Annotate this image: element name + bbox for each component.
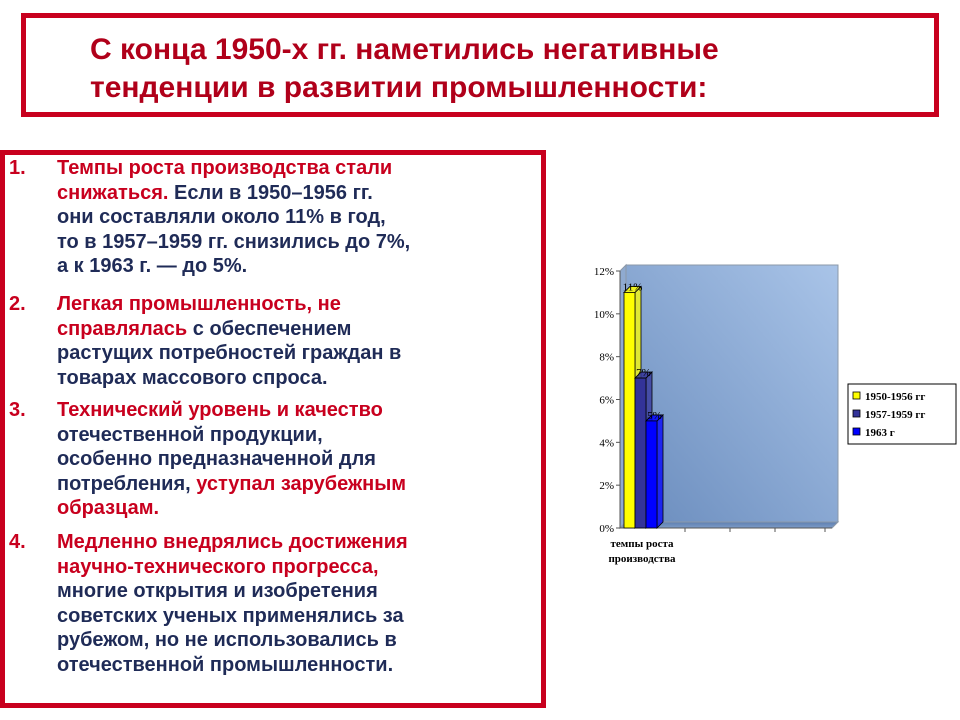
legend-swatch [853, 392, 860, 399]
list-item-text [57, 398, 529, 521]
legend-label: 1957-1959 гг [865, 409, 926, 421]
list-item [9, 530, 529, 677]
text-run: рубежом, но не использовались в [57, 629, 397, 651]
list-item-line [57, 530, 529, 555]
list-item-line [57, 181, 529, 206]
bar-side [657, 415, 663, 528]
y-tick-label: 0% [599, 523, 614, 535]
list-item-text [57, 292, 529, 390]
text-run: то в 1957–1959 гг. снизились до 7%, [57, 230, 411, 253]
list-item-line [57, 447, 529, 472]
y-tick-label: 10% [593, 308, 614, 321]
list-item-line [57, 292, 529, 317]
text-run: Технический уровень и качество [57, 399, 383, 421]
y-tick-label: 4% [599, 437, 614, 450]
text-run: отечественной промышленности. [57, 653, 394, 676]
text-run: отечественной продукции, [57, 423, 323, 446]
text-run: справлялась [57, 317, 188, 340]
text-run: Медленно внедрялись достижения [57, 531, 408, 553]
list-item-line [57, 496, 529, 521]
text-run: Если в 1950–1956 гг. [168, 181, 373, 204]
list-item-line [57, 341, 529, 366]
bar-1963-г [646, 421, 657, 528]
page-title [90, 31, 910, 107]
list-item-line [57, 398, 529, 423]
bar-data-label: 11% [622, 281, 643, 294]
list-item-line [57, 604, 529, 629]
list-item [9, 398, 529, 521]
text-run: а к 1963 г. — до 5%. [57, 255, 248, 277]
list-item [9, 156, 529, 279]
list-item-line [57, 205, 529, 230]
x-category-label: темпы роста [610, 538, 674, 550]
list-item-line [57, 317, 529, 342]
list-item-line [57, 230, 529, 255]
bar-1957-1959-гг [635, 378, 646, 528]
list-item-number: 2. [9, 293, 26, 315]
list-item-text [57, 530, 529, 677]
y-tick-label: 6% [599, 394, 614, 407]
bar-data-label: 7% [636, 367, 651, 380]
legend-swatch [853, 428, 860, 435]
text-run: они составляли около 11% в год, [57, 206, 386, 228]
text-run: растущих потребностей граждан в [57, 342, 402, 364]
text-run: советских ученых применялись за [57, 604, 404, 627]
text-run: Легкая промышленность, не [57, 293, 341, 315]
legend-label: 1950-1956 гг [865, 391, 926, 403]
list-item-line [57, 156, 529, 181]
title-line-1: С конца 1950-х гг. наметились негативные [90, 33, 719, 66]
list-item-line [57, 555, 529, 580]
list-item-line [57, 628, 529, 653]
list-item-number: 4. [9, 531, 26, 553]
title-line-2: тенденции в развитии промышленности: [90, 71, 708, 104]
y-tick-label: 2% [599, 480, 614, 493]
legend-swatch [853, 410, 860, 417]
list-item-line [57, 579, 529, 604]
list-item-line [57, 254, 529, 279]
list-item-line [57, 653, 529, 678]
text-run: с обеспечением [187, 317, 352, 340]
growth-rate-chart [570, 255, 960, 585]
text-run: научно-технического прогресса, [57, 555, 379, 578]
list-item-number: 3. [9, 399, 26, 421]
text-run: уступал зарубежным [196, 472, 407, 495]
text-run: особенно предназначенной для [57, 448, 376, 470]
y-tick-label: 8% [599, 351, 614, 364]
bar-1950-1956-гг [624, 292, 635, 528]
list-item-line [57, 472, 529, 497]
list-item-line [57, 423, 529, 448]
x-category-label: производства [608, 553, 676, 565]
text-run: Темпы роста производства стали [57, 157, 393, 179]
list-item-text [57, 156, 529, 279]
text-run: потребления, [57, 472, 197, 495]
text-run: многие открытия и изобретения [57, 580, 378, 602]
text-run: товарах массового спроса. [57, 366, 328, 389]
list-item [9, 292, 529, 390]
legend-label: 1963 г [865, 427, 895, 439]
bar-data-label: 5% [647, 409, 662, 422]
list-item-line [57, 366, 529, 391]
y-tick-label: 12% [593, 266, 614, 278]
text-run: снижаться. [57, 181, 169, 204]
text-run: образцам. [57, 497, 160, 519]
list-item-number: 1. [9, 157, 26, 179]
